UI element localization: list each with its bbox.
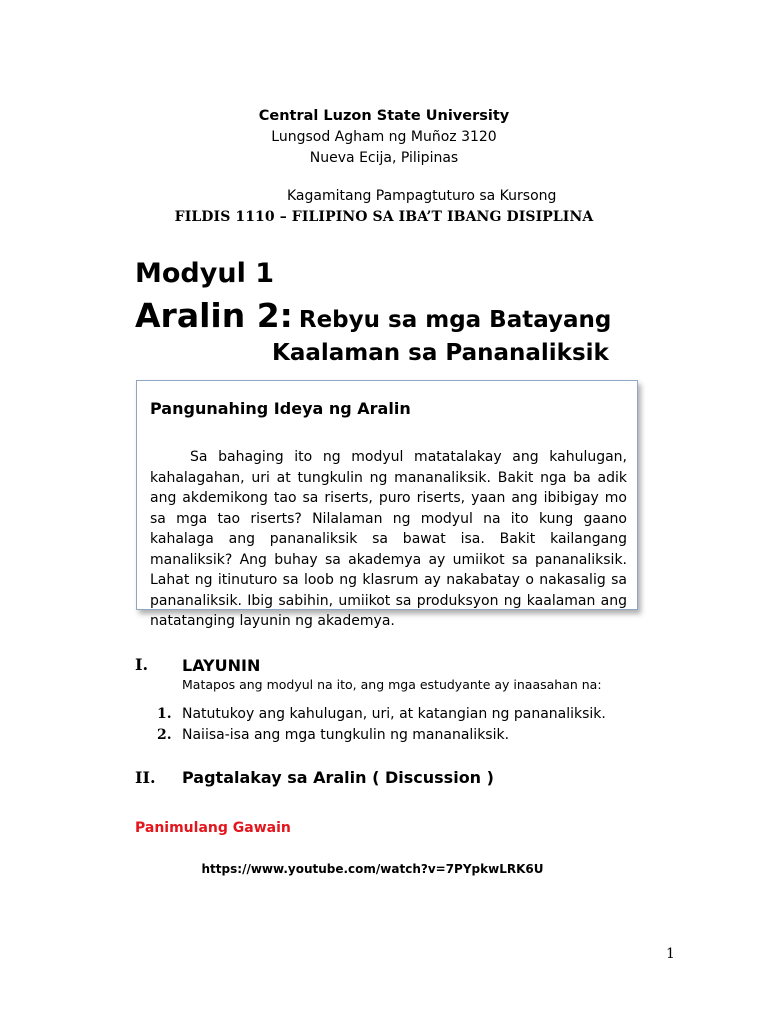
video-link[interactable]: https://www.youtube.com/watch?v=7PYpkwLRK6U: [201, 862, 544, 876]
objectives-list: [157, 706, 606, 748]
list-item-number: 1.: [157, 706, 172, 722]
list-item-text: Naiisa-isa ang mga tungkulin ng mananaliksik.: [182, 727, 510, 743]
list-item: [157, 727, 606, 748]
lesson-title-line1: Rebyu sa mga Batayang: [298, 307, 612, 333]
activity-title: Panimulang Gawain: [135, 820, 291, 836]
material-label: Kagamitang Pampagtuturo sa Kursong: [287, 188, 557, 204]
main-idea-title: Pangunahing Ideya ng Aralin: [150, 399, 411, 418]
address-line-1: Lungsod Agham ng Muñoz 3120: [271, 129, 497, 145]
section1-number: I.: [135, 655, 149, 674]
address-line-2: Nueva Ecija, Pilipinas: [309, 150, 459, 166]
page-number: 1: [666, 946, 675, 962]
course-title: FILDIS 1110 – FILIPINO SA IBA’T IBANG DISIPLINA: [174, 209, 594, 225]
main-idea-body: [150, 447, 627, 632]
list-item: [157, 706, 606, 727]
university-name: Central Luzon State University: [258, 108, 510, 124]
section2-title: Pagtalakay sa Aralin ( Discussion ): [182, 768, 494, 787]
lesson-title-line2: Kaalaman sa Pananaliksik: [272, 340, 609, 366]
list-item-number: 2.: [157, 727, 172, 743]
list-item-text: Natutukoy ang kahulugan, uri, at katangian ng pananaliksik.: [182, 706, 606, 722]
main-idea-paragraph: Sa bahaging ito ng modyul matatalakay ang kahulugan, kahalagahan, uri at tungkulin ng mananaliksik. Bakit nga ba adik ang akdemikong tao sa riserts, puro riserts, yaan ang ibibigay mo sa mga tao riserts? Nilalaman ng modyul na ito kung gaano kahalaga ang pananaliksik sa bawat isa. Bakit kailangang manaliksik? Ang buhay sa akademya ay umiikot sa pananaliksik. Lahat ng itinuturo sa loob ng klasrum ay nakabatay o nakasalig sa pananaliksik. Ibig sabihin, umiikot sa produksyon ng kaalaman ang natatanging layunin ng akademya.: [150, 449, 627, 629]
section1-description: Matapos ang modyul na ito, ang mga estudyante ay inaasahan na:: [182, 677, 602, 692]
section2-number: II.: [135, 768, 156, 787]
module-heading: Modyul 1: [135, 258, 275, 289]
section1-title: LAYUNIN: [182, 656, 261, 675]
lesson-number: Aralin 2:: [135, 296, 293, 335]
main-idea-box: [136, 380, 638, 629]
lesson-heading: [135, 296, 611, 335]
